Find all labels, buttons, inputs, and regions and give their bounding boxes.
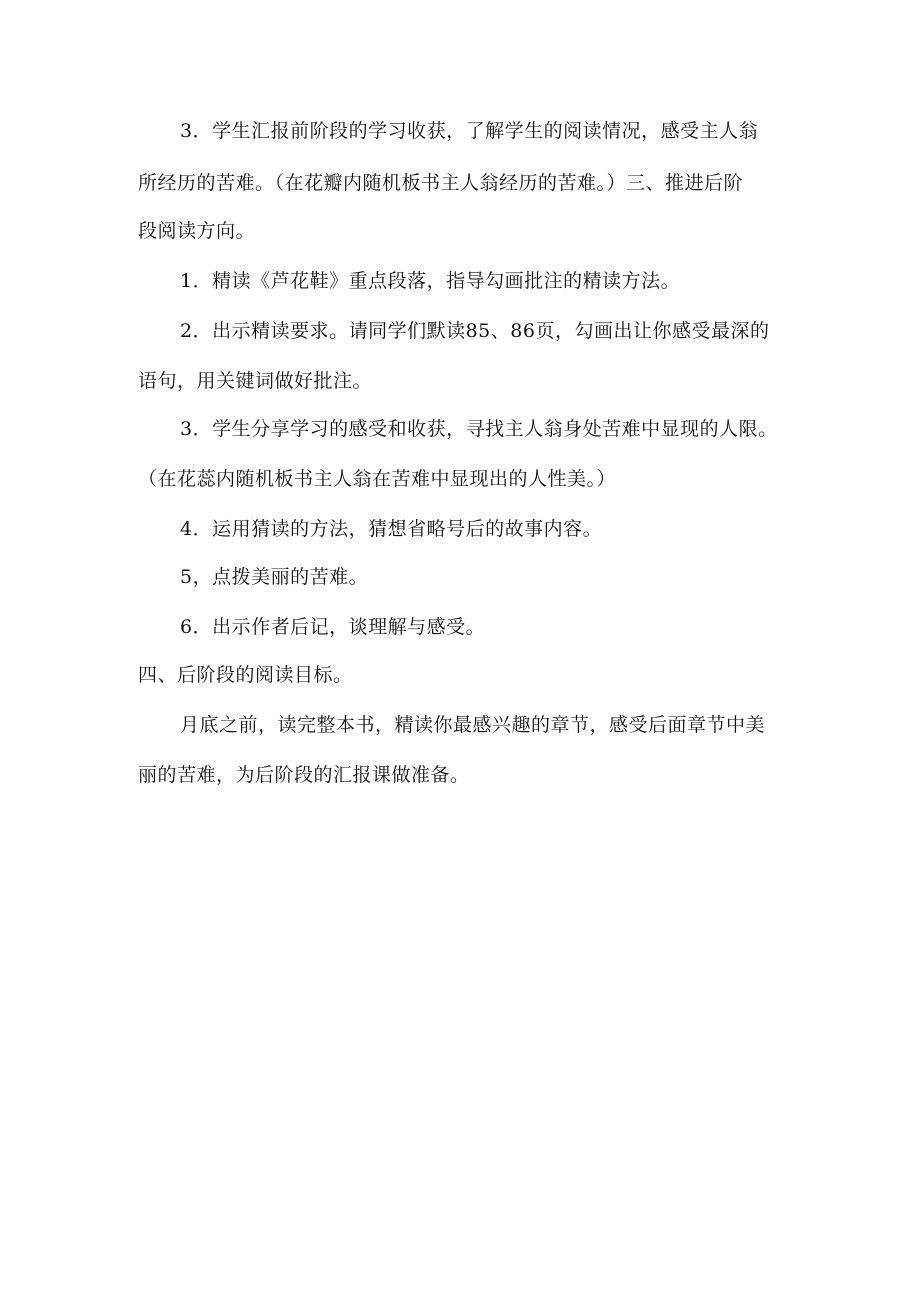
paragraph-line: 5，点拨美丽的苦难。: [180, 566, 369, 588]
section-heading: 四、后阶段的阅读目标。: [138, 664, 353, 686]
paragraph-line: 2．出示精读要求。请同学们默读85、86页，勾画出让你感受最深的: [180, 320, 770, 342]
paragraph-line: 1．精读《芦花鞋》重点段落，指导勾画批注的精读方法。: [180, 270, 681, 292]
paragraph-line: （在花蕊内随机板书主人翁在苦难中显现出的人性美。）: [138, 468, 617, 490]
paragraph-line: 4．运用猜读的方法，猜想省略号后的故事内容。: [180, 518, 603, 540]
paragraph-line: 所经历的苦难。（在花瓣内随机板书主人翁经历的苦难。）三、推进后阶: [138, 172, 744, 194]
paragraph-line: 3．学生分享学习的感受和收获，寻找主人翁身处苦难中显现的人限。: [180, 418, 778, 440]
paragraph-line: 6．出示作者后记，谈理解与感受。: [180, 616, 486, 638]
paragraph-line: 月底之前，读完整本书，精读你最感兴趣的章节，感受后面章节中美: [180, 714, 766, 736]
paragraph-line: 3．学生汇报前阶段的学习收获，了解学生的阅读情况，感受主人翁: [180, 120, 759, 142]
paragraph-line: 语句，用关键词做好批注。: [138, 370, 373, 392]
paragraph-line: 段阅读方向。: [138, 220, 256, 242]
paragraph-line: 丽的苦难，为后阶段的汇报课做准备。: [138, 764, 470, 786]
